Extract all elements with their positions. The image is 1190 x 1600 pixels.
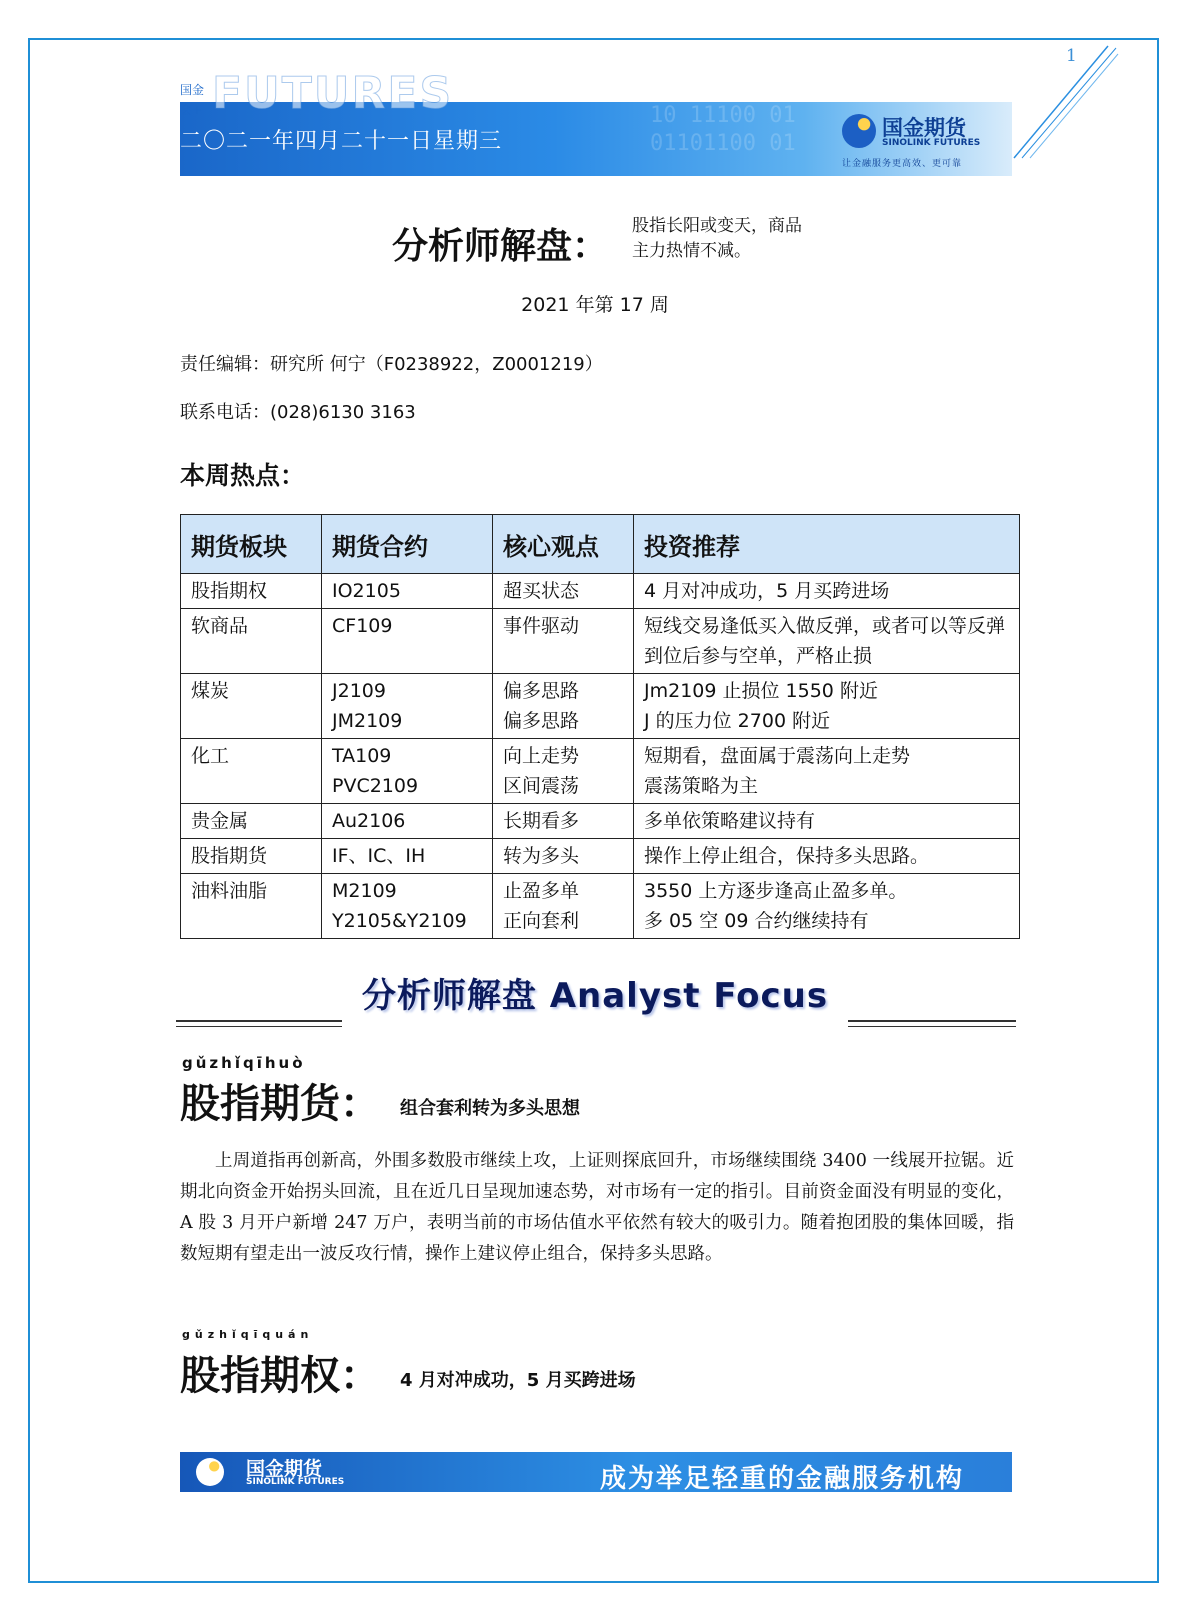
table-header-row	[181, 515, 1020, 574]
cell-sector: 贵金属	[181, 804, 322, 839]
advice-line: J 的压力位 2700 附近	[644, 710, 831, 732]
view-line: 偏多思路	[503, 710, 580, 732]
brand-line2: 会+	[180, 103, 203, 117]
logo-circle-icon	[842, 114, 876, 148]
cell-advice: 4 月对冲成功，5 月买跨进场	[634, 574, 1020, 609]
section2-title: 股指期权：	[180, 1353, 380, 1399]
cell-view: 长期看多	[493, 804, 634, 839]
cell-contract: IF、IC、IH	[322, 839, 493, 874]
binary-background: 10 11100 01 01101100 01	[650, 103, 796, 156]
cell-view: 事件驱动	[493, 609, 634, 674]
table-row	[181, 574, 1020, 609]
header-date: 二〇二一年四月二十一日星期三	[180, 129, 503, 154]
view-line: 区间震荡	[503, 775, 580, 797]
hot-table	[180, 514, 1020, 939]
cell-contract: CF109	[322, 609, 493, 674]
divider-right	[848, 1020, 1016, 1027]
advice-line: Jm2109 止损位 1550 附近	[644, 680, 878, 702]
main-subtitle: 股指长阳或变天，商品主力热情不减。	[632, 216, 802, 261]
table-row	[181, 804, 1020, 839]
logo-cn: 国金期货	[882, 116, 966, 140]
footer-logo-en: SINOLINK FUTURES	[246, 1477, 345, 1487]
brand-small	[180, 80, 204, 120]
hot-title: 本周热点：	[180, 461, 306, 490]
footer-logo-cn: 国金期货	[246, 1458, 323, 1480]
contract-line: M2109	[332, 880, 397, 902]
cell-sector: 股指期货	[181, 839, 322, 874]
brand-line1: 国金	[180, 83, 205, 97]
cell-view: 超买状态	[493, 574, 634, 609]
phone-line: 联系电话：(028)6130 3163	[180, 402, 416, 423]
cell-view	[493, 739, 634, 804]
logo-slogan: 让金融服务更高效、更可靠	[842, 159, 963, 169]
week-label: 2021 年第 17 周	[521, 294, 669, 316]
view-line: 止盈多单	[503, 880, 580, 902]
main-title: 分析师解盘：	[392, 226, 609, 267]
cell-sector: 化工	[181, 739, 322, 804]
contract-line: Y2105&Y2109	[332, 910, 467, 932]
header-contract: 期货合约	[322, 515, 493, 574]
divider-left	[176, 1020, 342, 1027]
contract-line: TA109	[332, 745, 392, 767]
cell-sector: 软商品	[181, 609, 322, 674]
cell-contract	[322, 874, 493, 939]
cell-contract: Au2106	[322, 804, 493, 839]
cell-advice	[634, 674, 1020, 739]
header-sector: 期货板块	[181, 515, 322, 574]
cell-contract	[322, 674, 493, 739]
section1-title: 股指期货：	[180, 1081, 380, 1127]
footer-banner	[180, 1452, 1012, 1492]
cell-sector: 油料油脂	[181, 874, 322, 939]
header-logo	[842, 108, 1007, 170]
advice-line: 多 05 空 09 合约继续持有	[644, 910, 869, 932]
cell-advice	[634, 739, 1020, 804]
contract-line: PVC2109	[332, 775, 419, 797]
view-line: 向上走势	[503, 745, 580, 767]
cell-view: 转为多头	[493, 839, 634, 874]
page-number: 1	[1066, 46, 1077, 66]
section1-pinyin: gǔzhǐqīhuò	[182, 1054, 306, 1072]
advice-line: 震荡策略为主	[644, 775, 759, 797]
cell-view	[493, 674, 634, 739]
cell-contract	[322, 739, 493, 804]
table-row	[181, 609, 1020, 674]
analyst-focus-title: 分析师解盘 Analyst Focus	[361, 976, 829, 1016]
contract-line: J2109	[332, 680, 386, 702]
advice-line: 3550 上方逐步逢高止盈多单。	[644, 880, 908, 902]
section1-paragraph: 上周道指再创新高，外围多数股市继续上攻，上证则探底回升，市场继续围绕 3400 一线展开拉锯。近期北向资金开始拐头回流，且在近几日呈现加速态势，对市场有一定的指引。目前资金面没有明显的变化，A 股 3 月开户新增 247 万户，表明当前的市场估值水平依然有较大的吸引力。随着抱团股的集体回暖，指数短期有望走出一波反攻行情，操作上建议停止组合，保持多头思路。	[180, 1151, 1014, 1264]
cell-advice: 短线交易逢低买入做反弹，或者可以等反弹到位后参与空单，严格止损	[634, 609, 1020, 674]
footer-logo-icon	[196, 1458, 224, 1486]
view-line: 正向套利	[503, 910, 580, 932]
table-row	[181, 739, 1020, 804]
table-row	[181, 674, 1020, 739]
table-row	[181, 839, 1020, 874]
cell-view	[493, 874, 634, 939]
cell-sector: 股指期权	[181, 574, 322, 609]
view-line: 偏多思路	[503, 680, 580, 702]
section2-subtitle: 4 月对冲成功，5 月买跨进场	[400, 1370, 636, 1391]
cell-advice: 操作上停止组合，保持多头思路。	[634, 839, 1020, 874]
corner-lines-decoration	[1012, 40, 1122, 160]
editor-line: 责任编辑：研究所 何宁（F0238922，Z0001219）	[180, 354, 603, 375]
section2-pinyin: gǔzhǐqīquán	[182, 1328, 314, 1341]
logo-en: SINOLINK FUTURES	[882, 138, 981, 148]
advice-line: 短期看，盘面属于震荡向上走势	[644, 745, 911, 767]
footer-slogan: 成为举足轻重的金融服务机构	[600, 1464, 965, 1492]
cell-sector: 煤炭	[181, 674, 322, 739]
header-advice: 投资推荐	[634, 515, 1020, 574]
cell-contract: IO2105	[322, 574, 493, 609]
header-view: 核心观点	[493, 515, 634, 574]
futures-watermark: FUTURES	[212, 68, 454, 119]
section1-subtitle: 组合套利转为多头思想	[400, 1098, 580, 1119]
cell-advice: 多单依策略建议持有	[634, 804, 1020, 839]
table-row	[181, 874, 1020, 939]
contract-line: JM2109	[332, 710, 403, 732]
cell-advice	[634, 874, 1020, 939]
